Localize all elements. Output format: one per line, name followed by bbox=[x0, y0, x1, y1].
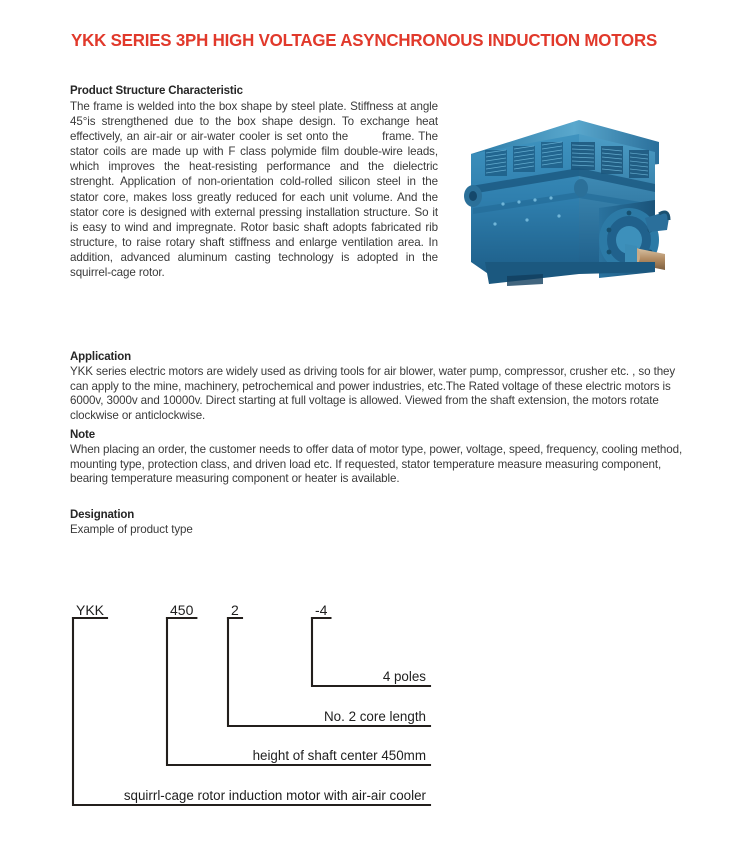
application-body: YKK series electric motors are widely used as driving tools for air blower, water pump, compressor, crusher etc. , so they can apply to the mine, machinery, petrochemical and power industries, etc.The Rated voltage of these electric motors is 6000v, 3000v and 10000v. Direct starting at full voltage is allowed. Viewed from the shaft extension, the motors rotate clockwise or anticlockwise. bbox=[70, 365, 676, 422]
product-structure-body bbox=[70, 99, 438, 280]
designation-branch-label-3: squirrl-cage rotor induction motor with air-air cooler bbox=[123, 788, 426, 803]
product-structure-body-part2: frame. The stator coils are made up with F class polymide film double-wire leads, which improves the heat-resisting performance and the dielectric strenght. Application of non-orientation cold-rolled silicon steel in the stator core, makes loss greatly reduced for each unit volume. And the stator core is designed with external pressing installation structure. So it is easy to wind and impregnate. Rotor basic shaft adopts fabricated rib structure, to raise rotary shaft stiffness and enlarge ventilation area. In addition, advanced aluminum casting technology is adopted in the squirrel-cage rotor. bbox=[70, 130, 438, 280]
designation-branch-label-2: height of shaft center 450mm bbox=[252, 748, 426, 763]
designation-code-0: YKK bbox=[76, 602, 105, 618]
application-heading: Application bbox=[70, 351, 131, 363]
designation-branch-line-2 bbox=[167, 618, 430, 765]
note-section bbox=[70, 428, 686, 487]
designation-diagram-svg bbox=[0, 580, 737, 820]
page-title: YKK SERIES 3PH HIGH VOLTAGE ASYNCHRONOUS INDUCTION MOTORS bbox=[71, 30, 658, 50]
product-structure-section bbox=[70, 84, 438, 280]
designation-diagram bbox=[0, 580, 737, 820]
product-structure-body-part1: The frame is welded into the box shape by steel plate. Stiffness at angle 45°is strengthened due to the box shape design. To exchange heat effectively, an air-air or air-water cooler is set onto the bbox=[70, 100, 438, 144]
designation-code-3: -4 bbox=[315, 602, 328, 618]
designation-branch-label-1: No. 2 core length bbox=[324, 709, 426, 724]
designation-heading: Designation bbox=[70, 509, 135, 521]
industrial-motor-photo-icon bbox=[459, 112, 673, 289]
designation-branch-label-0: 4 poles bbox=[382, 669, 426, 684]
designation-code-1: 450 bbox=[170, 602, 194, 618]
note-heading: Note bbox=[70, 429, 95, 441]
note-body: When placing an order, the customer needs to offer data of motor type, power, voltage, speed, frequency, cooling method, mounting type, protection class, and driven load etc. If requested, stator temperature measure measuring component, bearing temperature measuring component or heater is available. bbox=[70, 443, 683, 486]
product-photo bbox=[459, 112, 673, 289]
application-section bbox=[70, 350, 686, 423]
designation-section bbox=[70, 508, 470, 538]
designation-code-2: 2 bbox=[231, 602, 239, 618]
product-structure-heading: Product Structure Characteristic bbox=[70, 85, 243, 97]
designation-body: Example of product type bbox=[70, 523, 193, 536]
